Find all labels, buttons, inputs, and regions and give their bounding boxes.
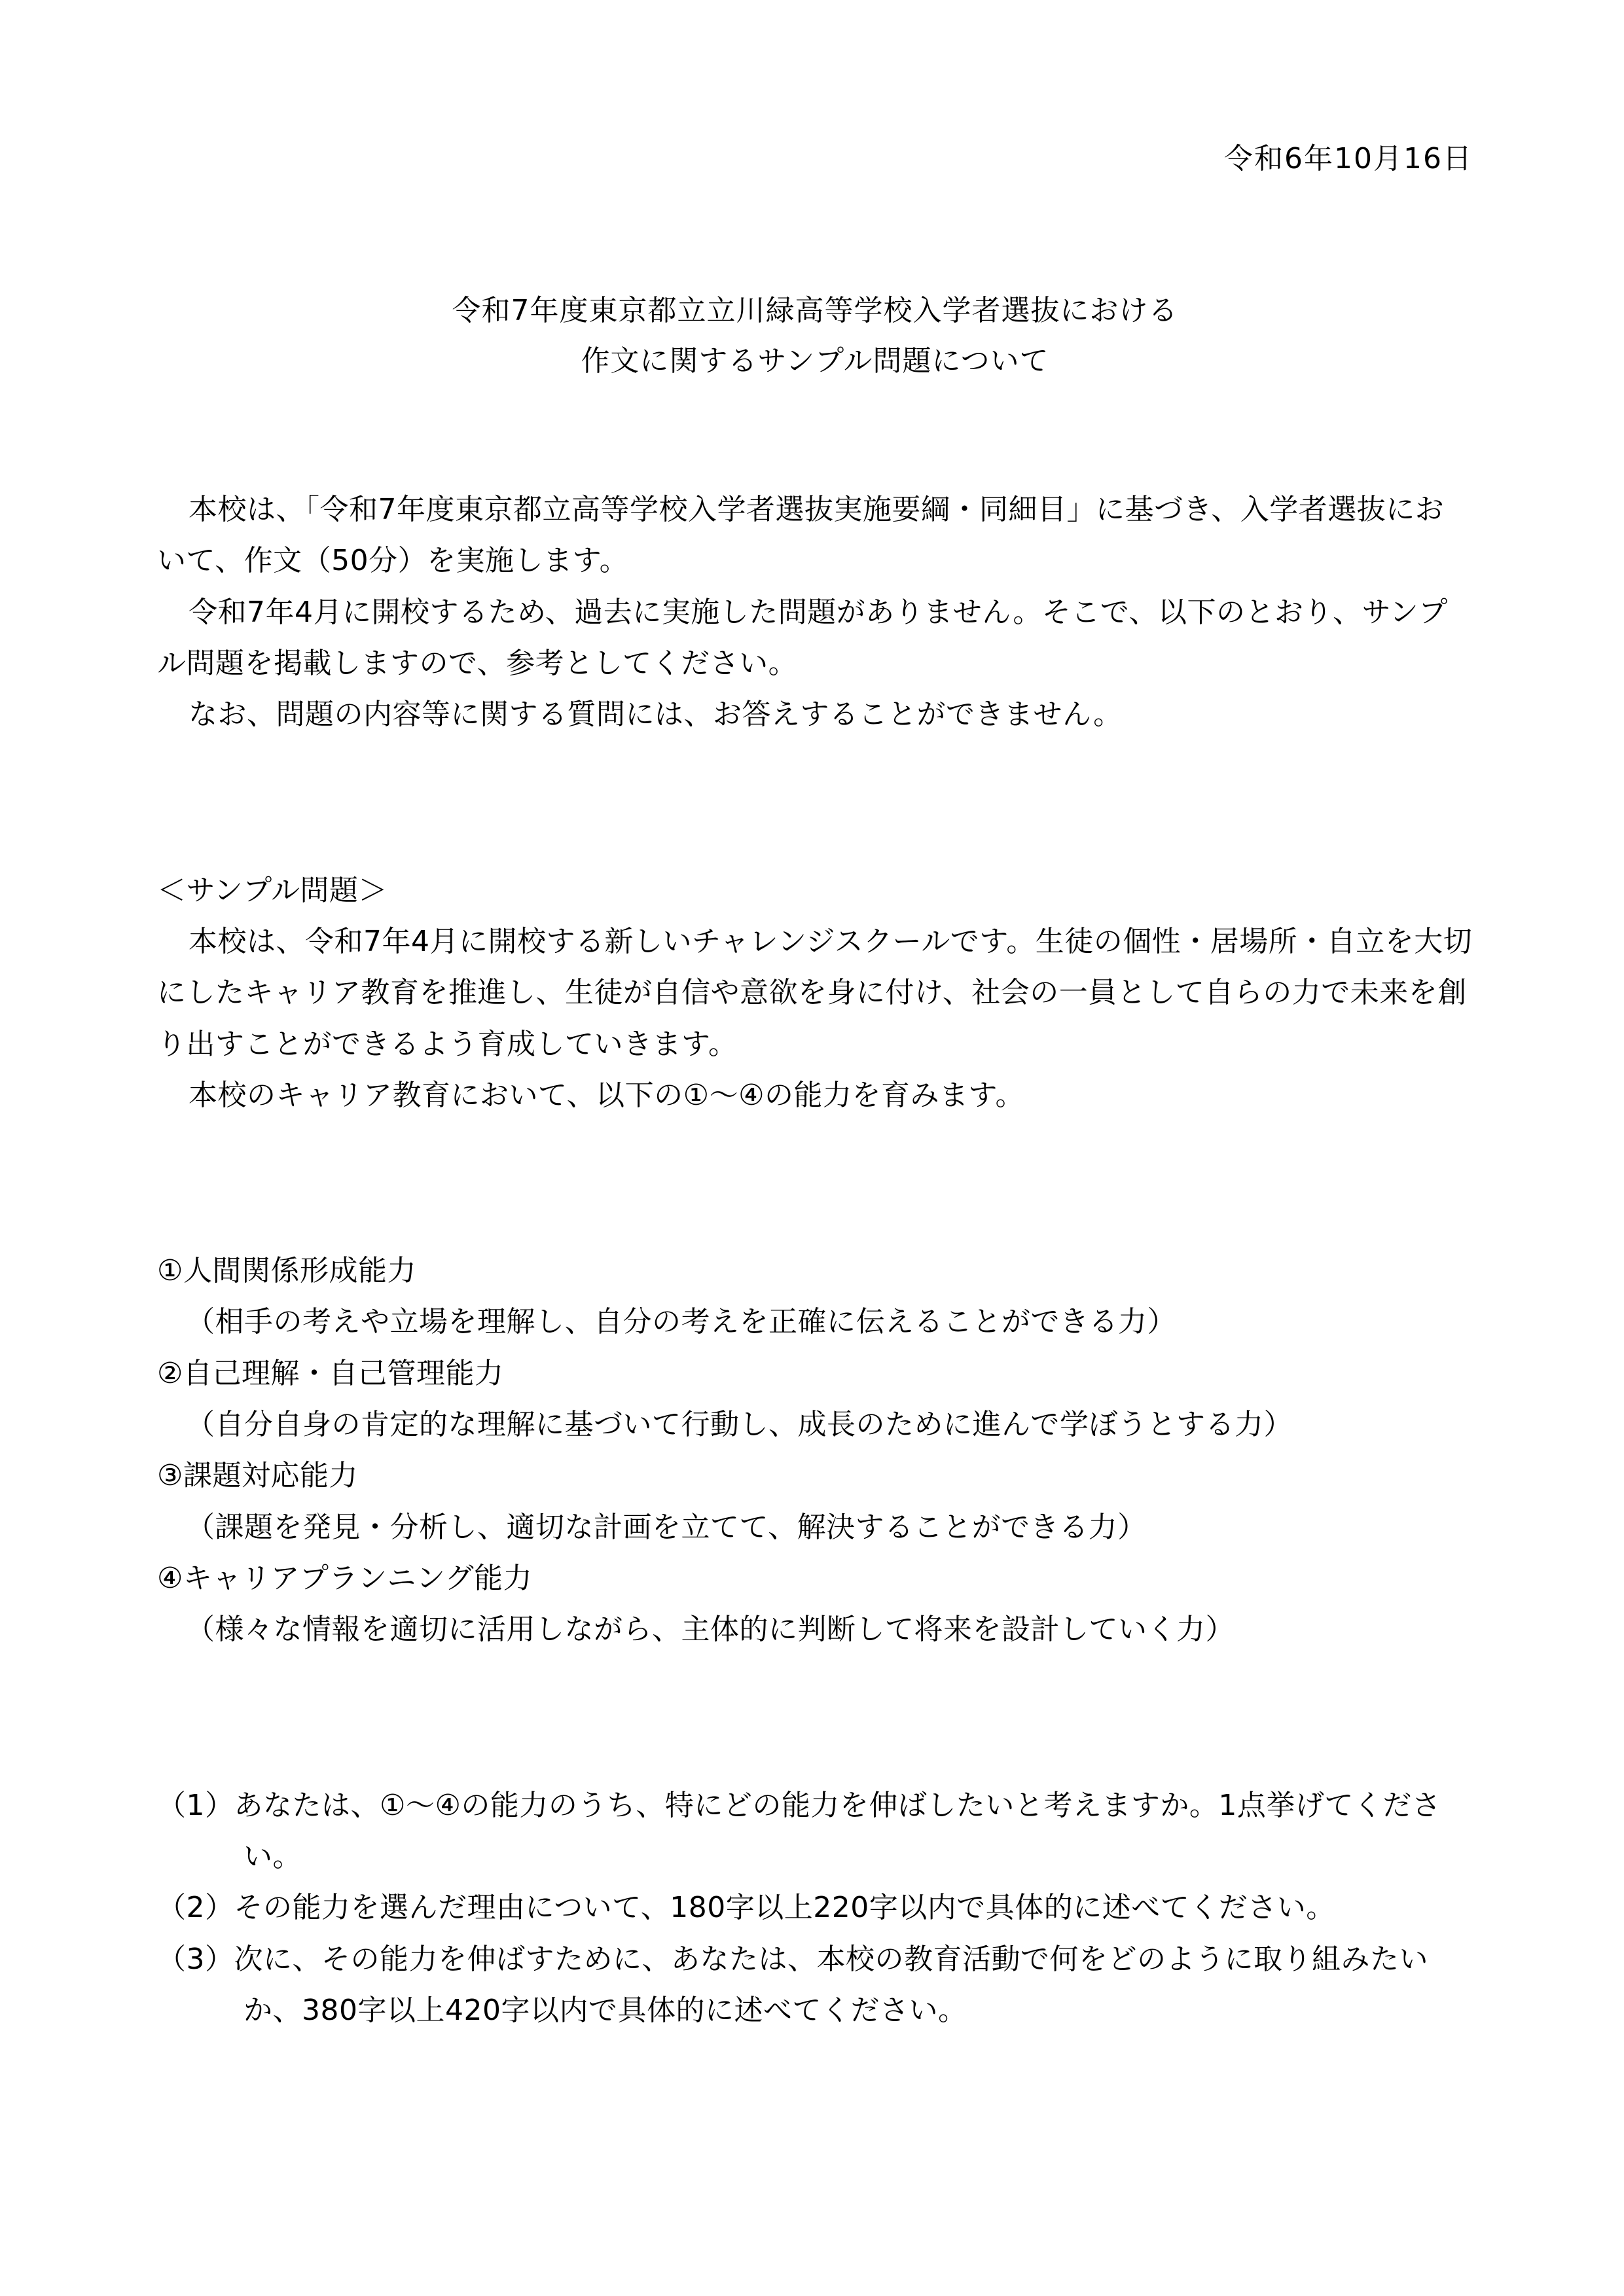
ability-label-3: ③課題対応能力 (157, 1459, 358, 1493)
ability-description-4: （様々な情報を適切に活用しながら、主体的に判断して将来を設計していく力） (186, 1613, 1235, 1647)
question-2: （2）その能力を選んだ理由について、180字以上220字以内で具体的に述べてください。 (157, 1891, 1335, 1925)
ability-description-2: （自分自身の肯定的な理解に基づいて行動し、成長のために進んで学ぼうとする力） (186, 1408, 1293, 1442)
document-content (157, 137, 1473, 2036)
title-line-1: 令和7年度東京都立立川緑高等学校入学者選抜における (452, 294, 1178, 327)
title-line-2: 作文に関するサンプル問題について (581, 344, 1049, 378)
spacer-after-abilities (157, 1656, 1473, 1780)
sample-paragraph-1: 本校は、令和7年4月に開校する新しいチャレンジスクールです。生徒の個性・居場所・自立を大切にしたキャリア教育を推進し、生徒が自信や意欲を身に付け、社会の一員として自らの力で未来を創り出すことができるよう育成していきます。 (157, 924, 1473, 1061)
question-1: （1）あなたは、①〜④の能力のうち、特にどの能力を伸ばしたいと考えますか。1点挙げてください。 (157, 1788, 1441, 1873)
intro-paragraph-2: 令和7年4月に開校するため、過去に実施した問題がありません。そこで、以下のとおり、サンプル問題を掲載しますので、参考としてください。 (157, 595, 1448, 680)
ability-label-1: ①人間関係形成能力 (157, 1254, 416, 1288)
question-3: （3）次に、その能力を伸ばすために、あなたは、本校の教育活動で何をどのように取り組みたいか、380字以上420字以内で具体的に述べてください。 (157, 1942, 1428, 2027)
ability-label-2: ②自己理解・自己管理能力 (157, 1356, 504, 1390)
intro-paragraph-3: なお、問題の内容等に関する質問には、お答えすることができません。 (189, 698, 1123, 732)
ability-description-3: （課題を発見・分析し、適切な計画を立てて、解決することができる力） (186, 1510, 1147, 1544)
intro-paragraph-1: 本校は、「令和7年度東京都立高等学校入学者選抜実施要綱・同細目」に基づき、入学者選抜において、作文（50分）を実施します。 (157, 493, 1445, 578)
sample-paragraph-2: 本校のキャリア教育において、以下の①〜④の能力を育みます。 (189, 1078, 1024, 1112)
document-date: 令和6年10月16日 (1224, 142, 1473, 175)
document-body (157, 484, 1473, 2036)
sample-problem-heading: ＜サンプル問題＞ (157, 873, 388, 907)
ability-label-4: ④キャリアプランニング能力 (157, 1562, 533, 1595)
document-title (157, 285, 1473, 386)
spacer-after-intro (157, 741, 1473, 865)
ability-description-1: （相手の考えや立場を理解し、自分の考えを正確に伝えることができる力） (186, 1305, 1176, 1339)
spacer-after-sample (157, 1121, 1473, 1246)
